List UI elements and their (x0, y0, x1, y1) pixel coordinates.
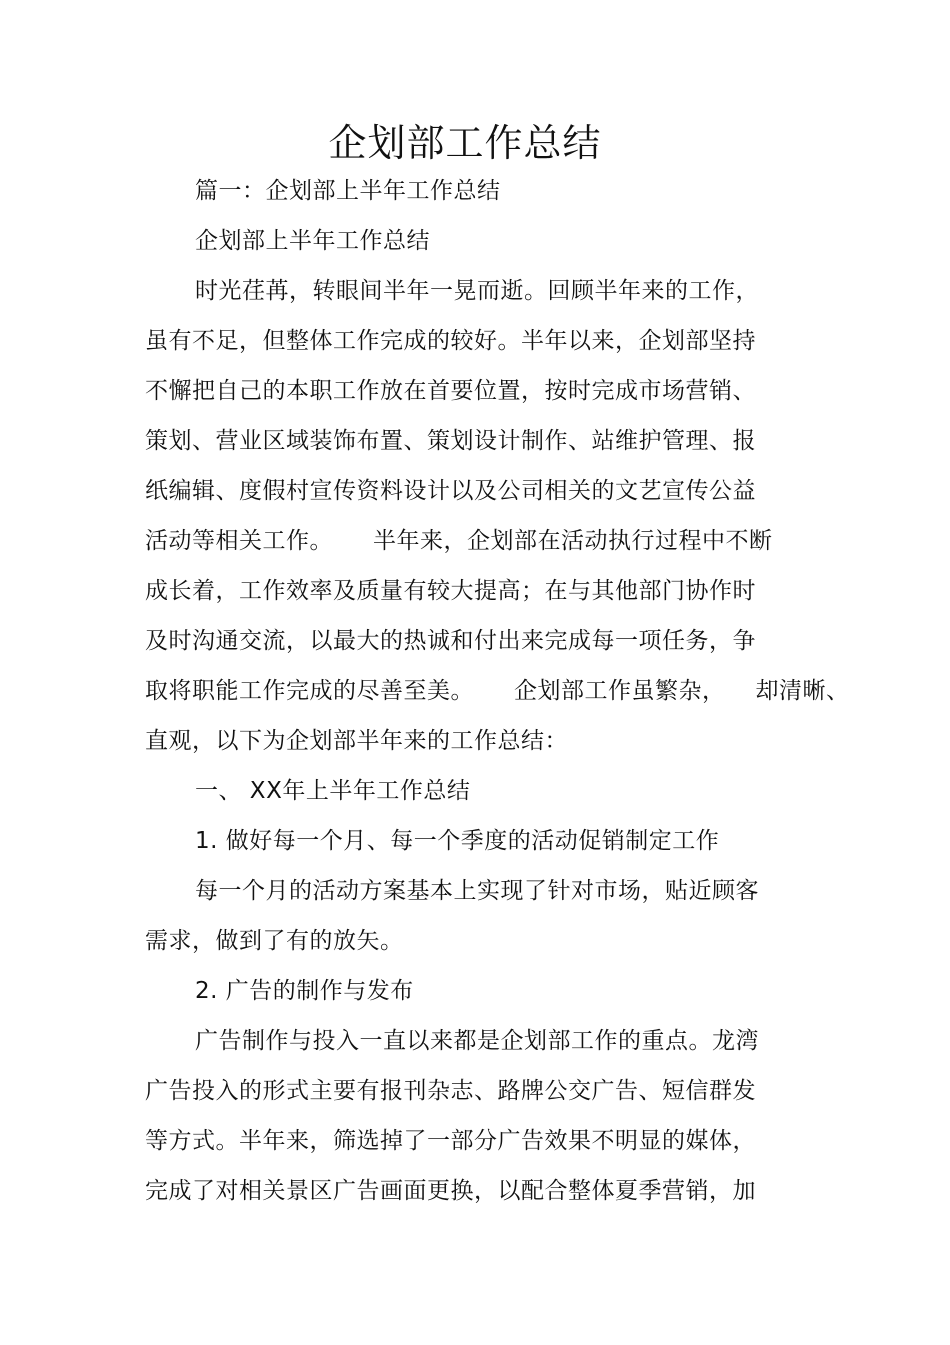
paragraph-segment: 企划部工作虽繁杂， (514, 678, 726, 704)
paragraph-line: 需求，做到了有的放矢。 (145, 928, 404, 954)
paragraph-line: 成长着，工作效率及质量有较大提高；在与其他部门协作时 (145, 578, 756, 604)
paragraph-segment: 取将职能工作完成的尽善至美。 (145, 678, 474, 704)
paragraph-line: 广告制作与投入一直以来都是企划部工作的重点。龙湾 (195, 1028, 759, 1054)
paragraph-line: 时光荏苒，转眼间半年一晃而逝。回顾半年来的工作， (195, 278, 759, 304)
section-heading: 企划部上半年工作总结 (195, 228, 430, 254)
paragraph-line: 每一个月的活动方案基本上实现了针对市场，贴近顾客 (195, 878, 759, 904)
paragraph-line (145, 676, 850, 706)
paragraph-line: 及时沟通交流，以最大的热诚和付出来完成每一项任务，争 (145, 628, 756, 654)
paragraph-segment: 活动等相关工作。 (145, 528, 333, 554)
paragraph-line: 纸编辑、度假村宣传资料设计以及公司相关的文艺宣传公益 (145, 478, 756, 504)
paragraph-line (145, 526, 773, 556)
paragraph-line: 策划、营业区域装饰布置、策划设计制作、站维护管理、报 (145, 428, 756, 454)
paragraph-line: 直观，以下为企划部半年来的工作总结： (145, 728, 568, 754)
paragraph-segment: 半年来，企划部在活动执行过程中不断 (373, 528, 773, 554)
paragraph-segment: 却清晰、 (755, 678, 850, 704)
chapter-heading: 篇一：企划部上半年工作总结 (195, 178, 501, 204)
paragraph-line: 广告投入的形式主要有报刊杂志、路牌公交广告、短信群发 (145, 1078, 756, 1104)
paragraph-line: 不懈把自己的本职工作放在首要位置，按时完成市场营销、 (145, 378, 756, 404)
section-heading: 一、 XX年上半年工作总结 (195, 778, 471, 804)
paragraph-line: 等方式。半年来，筛选掉了一部分广告效果不明显的媒体， (145, 1128, 756, 1154)
document-title: 企划部工作总结 (328, 121, 602, 165)
paragraph-line: 虽有不足，但整体工作完成的较好。半年以来，企划部坚持 (145, 328, 756, 354)
list-item-heading: 2. 广告的制作与发布 (195, 978, 414, 1004)
list-item-heading: 1. 做好每一个月、每一个季度的活动促销制定工作 (195, 828, 720, 854)
paragraph-line: 完成了对相关景区广告画面更换，以配合整体夏季营销，加 (145, 1178, 756, 1204)
